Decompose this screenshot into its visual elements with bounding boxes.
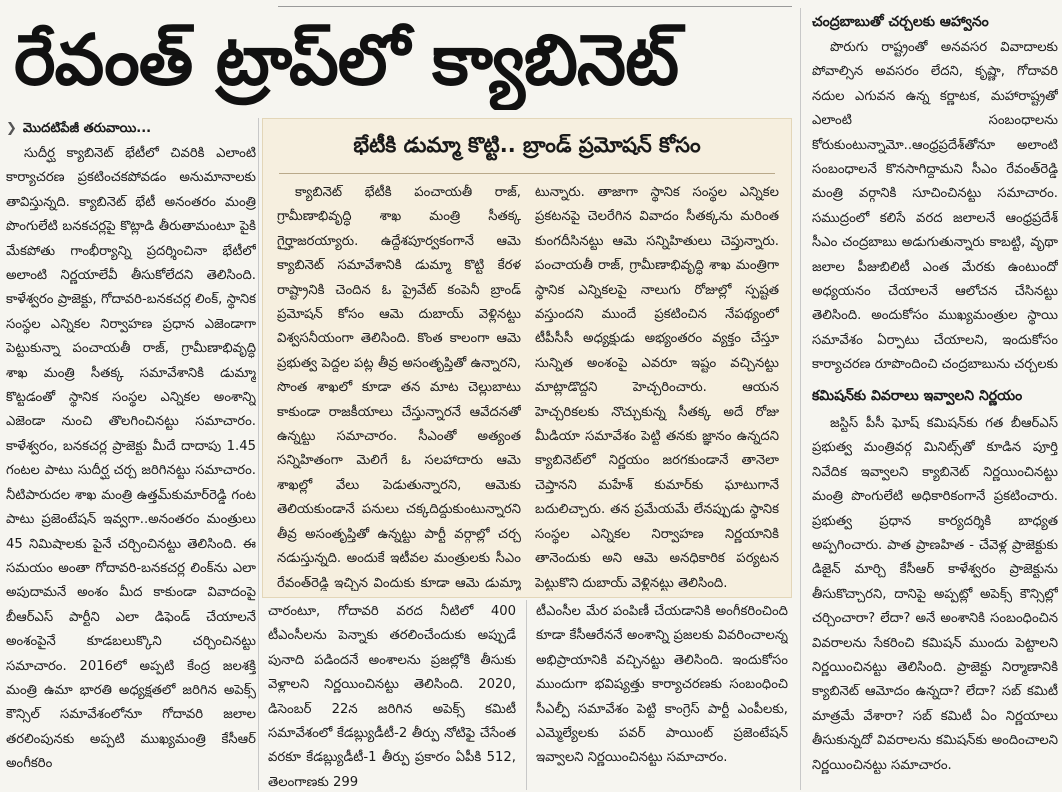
box-divider (279, 173, 775, 174)
box-column-1 (277, 181, 521, 591)
article-column-2 (268, 600, 516, 790)
continued-text: మొదటిపేజీ తరువాయి... (22, 121, 152, 136)
continued-label (6, 118, 256, 140)
subhead-chandrababu: చంద్రబాబుతో చర్చలకు ఆహ్వానం (812, 14, 989, 30)
article-column-3 (536, 600, 788, 790)
column-1-text: సుదీర్ఘ క్యాబినెట్ భేటీలో చివరికి ఎలాంటి కార్యాచరణ ప్రకటించకపోవడం అనుమానాలకు తావిస్తున్నది. క్యాబినెట్ భేటీ అనంతరం మంత్రి పొంగులేటి బనకచర్లపై కొట్లాడి తీరుతామంటూ పైకి మేకపోతు గాంభీర్యాన్ని ప్రదర్శించినా భేటీలో అలాంటి నిర్ణయాలేవీ తీసుకోలేదని తెలిసింది. కాళేశ్వరం ప్రాజెక్టు, గోదావరి-బనకచర్ల లింక్, స్థానిక సంస్థల ఎన్నికల నిర్వాహణ ప్రధాన ఎజెండాగా పెట్టుకున్నా పంచాయతీ రాజ్, గ్రామీణాభివృద్ధి శాఖ మంత్రి సీతక్క సమావేశానికి డుమ్మా కొట్టడంతో స్థానిక సంస్థల ఎన్నికల అంశాన్ని ఎజెండా నుంచి తొలగించినట్టు సమాచారం. కాళేశ్వరం, బనకచర్ల ప్రాజెక్టు మీదే దాదాపు 1.45 గంటల పాటు సుదీర్ఘ చర్చ జరిగినట్టు సమాచారం. నీటిపారుదల శాఖ మంత్రి ఉత్తమ్‌కుమార్‌రెడ్డి గంట పాటు ప్రజెంటేషన్ ఇవ్వగా..అనంతరం మంత్రులు 45 నిమిషాలకు పైనే చర్చించినట్టు తెలిసింది. ఈ సమయం అంతా గోదావరి-బనకచర్ల లింక్‌ను ఎలా అపుదామనే అంశం మీద కాకుండా వివాదంపై బీఆర్ఎస్ పార్టీని ఎలా డిఫెండ్ చేయాలనే అంశంపైనే కూడబలుక్కొని చర్చించినట్టు సమాచారం. 2016లో అప్పటి కేంద్ర జలశక్తి మంత్రి ఉమా భారతి అధ్యక్షతలో జరిగిన అపెక్స్ కౌన్సిల్ సమావేశంలోనూ గోదావరి జలాల తరలింపునకు అప్పటి ముఖ్యమంత్రి కేసీఆర్ అంగీకరిం (6, 146, 256, 772)
article-column-4-top (812, 36, 1058, 378)
box-column-1-text: క్యాబినెట్ భేటీకి పంచాయతీ రాజ్, గ్రామీణాభివృద్ధి శాఖ మంత్రి సీతక్క గైర్హాజరయ్యారు. ఉద్దేశపూర్వకంగానే ఆమె క్యాబినెట్ సమావేశానికి డుమ్మా కొట్టి కేరళ రాష్ట్రానికి చెందిన ఓ ప్రైవేట్ కంపెనీ బ్రాండ్ ప్రమోషన్ కోసం ఆమె దుబాయ్ వెళ్లినట్టు విశ్వసనీయంగా తెలిసింది. కొంత కాలంగా ఆమె ప్రభుత్వ పెద్దల పట్ల తీవ్ర అసంతృప్తితో ఉన్నారని, సొంత శాఖలో కూడా తన మాట చెల్లుబాటు కాకుండా రాజకీయాలు చేస్తున్నారనే ఆవేదనతో ఉన్నట్టు సమాచారం. సీఎంతో అత్యంత సన్నిహితంగా మెలిగే ఓ సలహాదారు ఆమె శాఖల్లో వేలు పెడుతున్నారని, ఆమెకు తెలియకుండానే పనులు చక్కదిద్దుకుంటున్నారని తీవ్ర అసంతృప్తితో ఉన్నట్టు పార్టీ వర్గాల్లో చర్చ నడుస్తున్నది. అందుకే ఇటీవల మంత్రులకు సీఎం రేవంత్‌రెడ్డి ఇచ్చిన విందుకు కూడా ఆమె డుమ్మా (277, 185, 521, 591)
box-title: భేటీకి డుమ్మా కొట్టి.. బ్రాండ్ ప్రమోషన్ కోసం (353, 133, 701, 157)
article-column-1 (6, 142, 256, 790)
column-2-text: చారంటూ, గోదావరి వరద నీటిలో 400 టీఎంసీలను పెన్నాకు తరలించేందుకు అప్పుడే పునాది పడిందనే అంశాలను ప్రజల్లోకి తీసుకు వెళ్లాలని నిర్ణయించినట్టు తెలిసింది. 2020, డిసెంబర్ 22న జరిగిన అపెక్స్ కమిటీ సమావేశంలో కేడబ్ల్యుడీటీ-2 తీర్పు నోటిఫై చేసేంత వరకూ కేడబ్ల్యుడీటీ-1 తీర్పు ప్రకారం ఏపీకి 512, తెలంగాణకు 299 (268, 604, 516, 790)
column-4-text-2: జస్టిస్ పీసీ ఘోష్ కమిషన్‌కు గత బీఆర్ఎస్ ప్రభుత్వ మంత్రివర్గ మినిట్స్‌తో కూడిన పూర్తి నివేదిక ఇవ్వాలని క్యాబినెట్ నిర్ణయించినట్టు మంత్రి పొంగులేటి అధికారికంగానే ప్రకటించారు. ప్రభుత్వ ప్రధాన కార్యదర్శికి బాధ్యత అప్పగించారు. పాత ప్రాణహిత - చేవెళ్ల ప్రాజెక్టుకు డిజైన్ మార్చి కేసీఆర్ కాళేశ్వరం ప్రాజెక్టును తీసుకొచ్చారని, దానిపై అప్పట్లో అపెక్స్ కౌన్సిల్లో చర్చించారా? లేదా? అనే అంశానికి సంబంధించిన వివరాలను సేకరించి కమిషన్ ముందు పెట్టాలని నిర్ణయించినట్టు తెలిసింది. ప్రాజెక్టు నిర్మాణానికి క్యాబినెట్ ఆమోదం ఉన్నదా? లేదా? సబ్ కమిటీ మాత్రమే వేశారా? సబ్ కమిటీ ఏం నిర్ణయాలు తీసుకున్నదో వివరాలను కమిషన్‌కు అందించాలని నిర్ణయించినట్టు సమాచారం. (812, 416, 1058, 773)
chevron-right-icon: ❯ (6, 121, 17, 136)
box-column-2-text: టున్నారు. తాజాగా స్థానిక సంస్థల ఎన్నికల ప్రకటనపై చెలరేగిన వివాదం సీతక్కను మరింత కుంగదీసినట్టు ఆమె సన్నిహితులు చెప్తున్నారు. పంచాయతీ రాజ్, గ్రామీణాభివృద్ధి శాఖ మంత్రిగా స్థానిక ఎన్నికలపై నాలుగు రోజుల్లో స్పష్టత వస్తుందని ముందే ప్రకటించిన నేపథ్యంలో టీపీసీసీ అధ్యక్షుడు అభ్యంతరం వ్యక్తం చేస్తూ సున్నిత అంశంపై ఎవరూ ఇష్టం వచ్చినట్టు మాట్లాడొద్దని హెచ్చరించారు. ఆయన హెచ్చరికలకు నొచ్చుకున్న సీతక్క అదే రోజు మీడియా సమావేశం పెట్టి తనకు జ్ఞానం ఉన్నదని క్యాబినెట్‌లో నిర్ణయం జరగకుండానే తానెలా చెప్తానని మహేశ్ కుమార్‌కు ఘాటుగానే బదులిచ్చారు. తన ప్రమేయమే లేనప్పుడు స్థానిక సంస్థల ఎన్నికల నిర్వాహణ నిర్ణయానికి తానెందుకు అని ఆమె అనధికారిక పర్యటన పెట్టుకొని దుబాయ్ వెళ్లినట్టు తెలిసింది. (535, 185, 779, 591)
column-4-text-1: పొరుగు రాష్ట్రంతో అనవసర వివాదాలకు పోవాల్సిన అవసరం లేదని, కృష్ణా, గోదావరి నదుల ఎగువన ఉన్న కర్ణాటక, మహారాష్ట్రతో ఎలాంటి సంబంధాలను కోరుకుంటున్నామో..ఆంధ్రప్రదేశ్‌తోనూ అలాంటి సంబంధాలనే కొనసాగిద్దామని సీఎం రేవంత్‌రెడ్డి మంత్రి వర్గానికి సూచించినట్టు సమాచారం. సముద్రంలో కలిసే వరద జలాలనే ఆంధ్రప్రదేశ్ సీఎం చంద్రబాబు అడుగుతున్నారు కాబట్టి, వృథా జలాల పీజుబిలిటీ ఎంత మేరకు ఉంటుందో అధ్యయనం చేయాలనే ఆలోచన చేసినట్టు తెలిసింది. అందుకోసం ముఖ్యమంత్రుల స్థాయి సమావేశం ఏర్పాటు చేయాలని, ఇందుకోసం కార్యాచరణ రూపొందించి చంద్రబాబును చర్చలకు (812, 40, 1058, 373)
column-divider (526, 600, 527, 790)
headline: రేవంత్ ట్రాప్‌లో క్యాబినెట్ (14, 19, 679, 101)
column-divider (258, 118, 259, 790)
box-column-2 (535, 181, 779, 591)
column-3-text: టీఎంసీల మేర పంపిణీ చేయడానికి అంగీకరించింది కూడా కేసీఆరేననే అంశాన్ని ప్రజలకు వివరించాలన్న అభిప్రాయానికి వచ్చినట్టు తెలిసింది. ఇందుకోసం ముందుగా భవిష్యత్తు కార్యాచరణకు సంబంధించి సీఎల్పీ సమావేశం పెట్టి కాంగ్రెస్ పార్టీ ఎంపీలకు, ఎమ్మెల్యేలకు పవర్ పాయింట్ ప్రజెంటేషన్ ఇవ్వాలని నిర్ణయించినట్టు సమాచారం. (536, 604, 788, 766)
subhead-commission: కమిషన్‌కు వివరాలు ఇవ్వాలని నిర్ణయం (812, 388, 1023, 404)
sidebar-box (262, 118, 792, 598)
top-rule (278, 6, 792, 7)
article-column-4-bottom (812, 412, 1058, 790)
column-divider (800, 8, 801, 790)
